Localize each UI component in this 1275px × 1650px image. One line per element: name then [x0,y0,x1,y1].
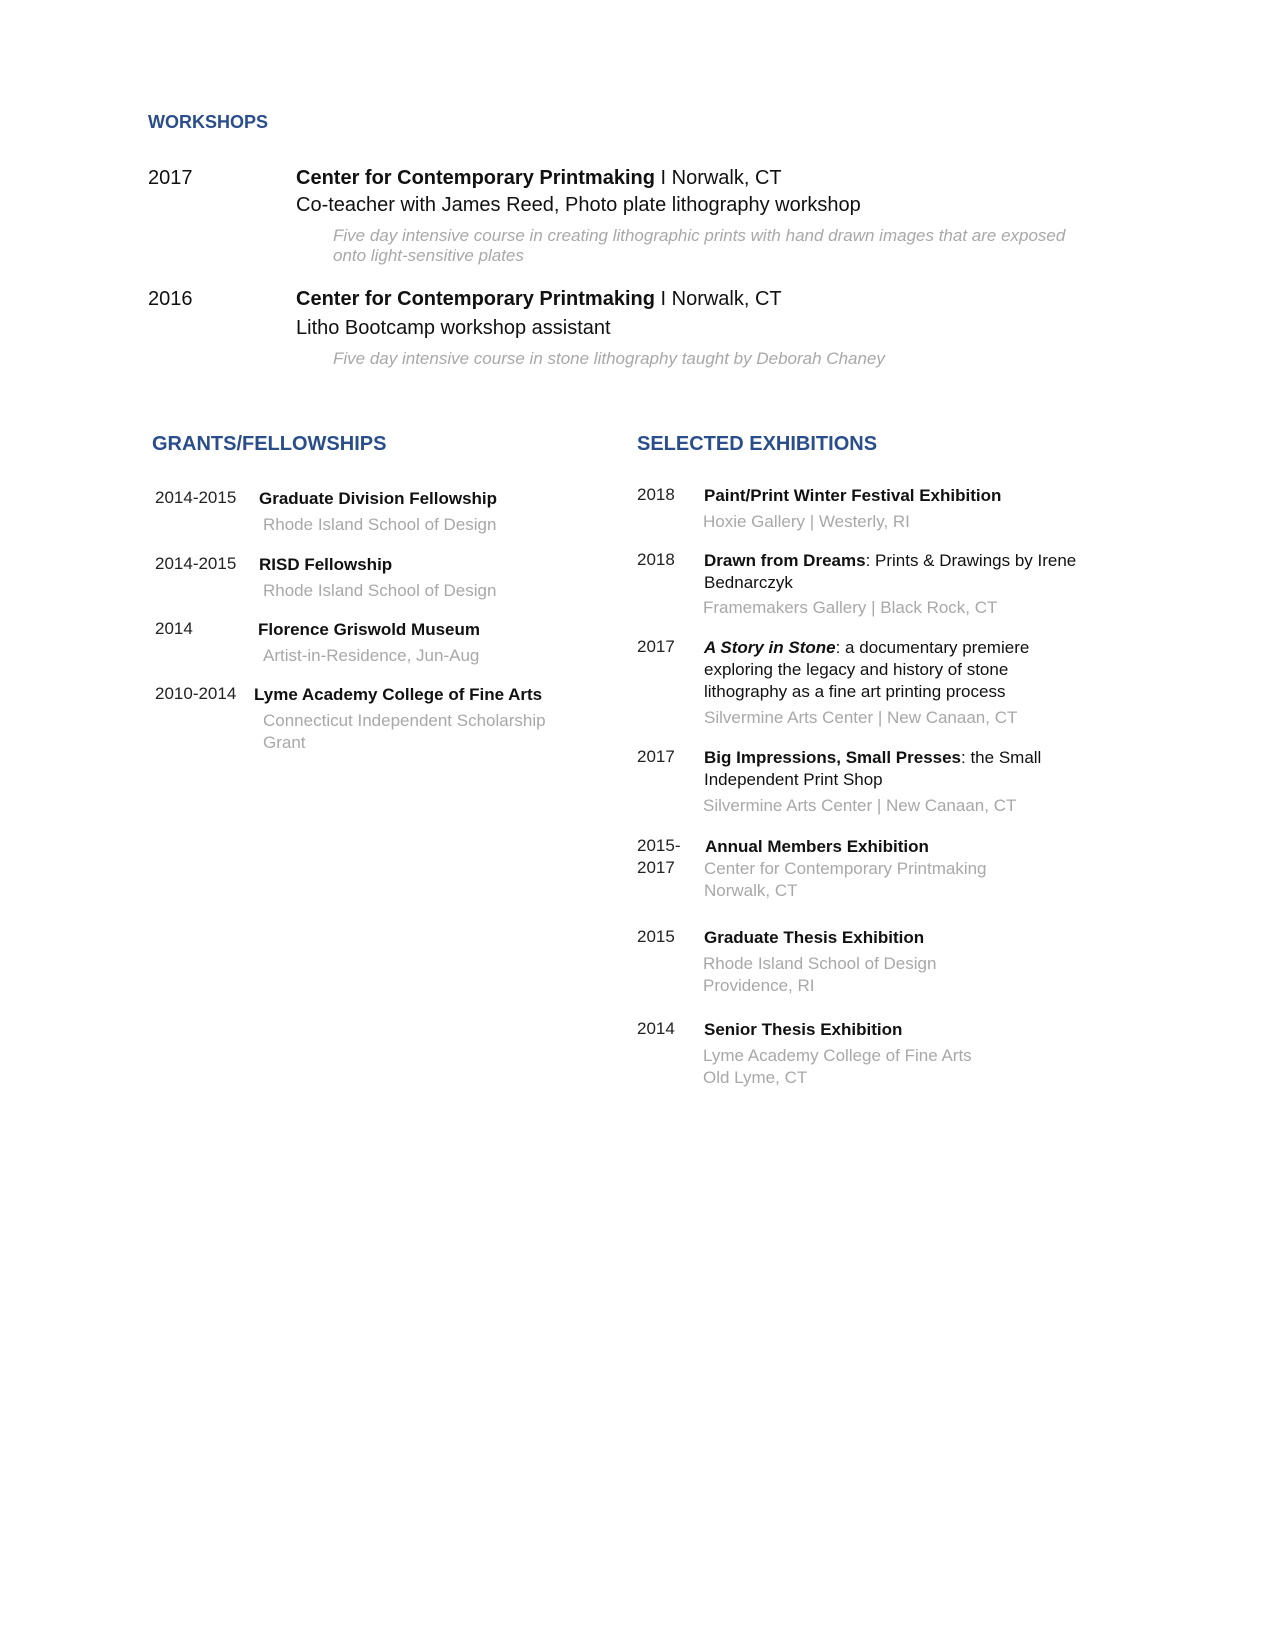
exhibition-venue: Framemakers Gallery | Black Rock, CT [703,598,998,617]
exhibition-title-rest: : Prints & Drawings by Irene Bednarczyk [704,551,1077,592]
exhibition-title-main: Annual Members Exhibition [705,837,929,856]
exhibition-venue: Silvermine Arts Center | New Canaan, CT [703,796,1017,815]
exhibition-title-rest: : the Small Independent Print Shop [704,748,1042,789]
exhibition-venue: Hoxie Gallery | Westerly, RI [703,512,910,531]
grant-years: 2014-2015 [155,488,237,507]
exhibition-title [704,485,1084,507]
exhibition-venue: Rhode Island School of Design [703,954,937,973]
grant-subtitle: Rhode Island School of Design [263,581,497,600]
exhibition-year: 2015- [637,836,681,855]
workshop-location: I Norwalk, CT [654,167,782,189]
exhibition-title-main: Big Impressions, Small Presses [704,748,962,767]
grant-subtitle: Connecticut Independent Scholarship Grant [263,711,546,752]
workshops-heading: WORKSHOPS [148,112,269,132]
exhibitions-heading: SELECTED EXHIBITIONS [637,433,878,455]
workshop-location: I Norwalk, CT [654,288,782,310]
exhibition-year: 2017 [637,637,675,656]
exhibition-title [705,836,1085,858]
grant-title: RISD Fellowship [259,555,393,574]
exhibition-year: 2017 [637,747,675,766]
grant-subtitle: Rhode Island School of Design [263,515,497,534]
workshop-role: Litho Bootcamp workshop assistant [296,317,611,339]
exhibition-year: 2018 [637,485,675,504]
exhibition-title [704,1019,1084,1041]
workshop-org-line [296,288,782,311]
exhibition-title-rest: : a documentary premiere exploring the legacy and history of stone lithography as a fine art printing process [704,638,1030,701]
workshop-org: Center for Contemporary Printmaking [296,167,655,189]
exhibition-title [704,747,1084,791]
exhibition-title [704,927,1084,949]
workshop-description: Five day intensive course in stone lithography taught by Deborah Chaney [333,349,885,368]
workshop-year: 2017 [148,167,193,189]
workshop-org-line [296,167,782,190]
workshop-org: Center for Contemporary Printmaking [296,288,655,310]
grant-title: Florence Griswold Museum [258,620,480,639]
exhibition-year: 2015 [637,927,675,946]
exhibition-title-main: Paint/Print Winter Festival Exhibition [704,486,1002,505]
workshop-role: Co-teacher with James Reed, Photo plate lithography workshop [296,194,861,216]
exhibition-year: 2018 [637,550,675,569]
exhibition-title [704,550,1084,594]
exhibition-title-main: Drawn from Dreams [704,551,866,570]
exhibition-venue-city: Old Lyme, CT [703,1068,808,1087]
grant-years: 2014 [155,619,193,638]
exhibition-venue: Center for Contemporary Printmaking [704,859,987,878]
grant-title: Lyme Academy College of Fine Arts [254,685,543,704]
exhibition-venue: Silvermine Arts Center | New Canaan, CT [704,708,1018,727]
exhibition-title-main: Senior Thesis Exhibition [704,1020,903,1039]
workshop-description: Five day intensive course in creating lithographic prints with hand drawn images that are exposed onto light-sensitive plates [333,226,1066,265]
exhibition-venue-city: Providence, RI [703,976,815,995]
workshop-year: 2016 [148,288,193,310]
grant-subtitle: Artist-in-Residence, Jun-Aug [263,646,480,665]
exhibition-year: 2014 [637,1019,675,1038]
grants-heading: GRANTS/FELLOWSHIPS [152,433,387,455]
exhibition-venue-city: Norwalk, CT [704,881,798,900]
exhibition-title-main: Graduate Thesis Exhibition [704,928,925,947]
grant-years: 2014-2015 [155,554,237,573]
exhibition-title-main: A Story in Stone [704,638,836,657]
exhibition-year-end: 2017 [637,858,675,877]
exhibition-title [704,637,1074,703]
grant-title: Graduate Division Fellowship [259,489,498,508]
grant-years: 2010-2014 [155,684,237,703]
exhibition-venue: Lyme Academy College of Fine Arts [703,1046,972,1065]
